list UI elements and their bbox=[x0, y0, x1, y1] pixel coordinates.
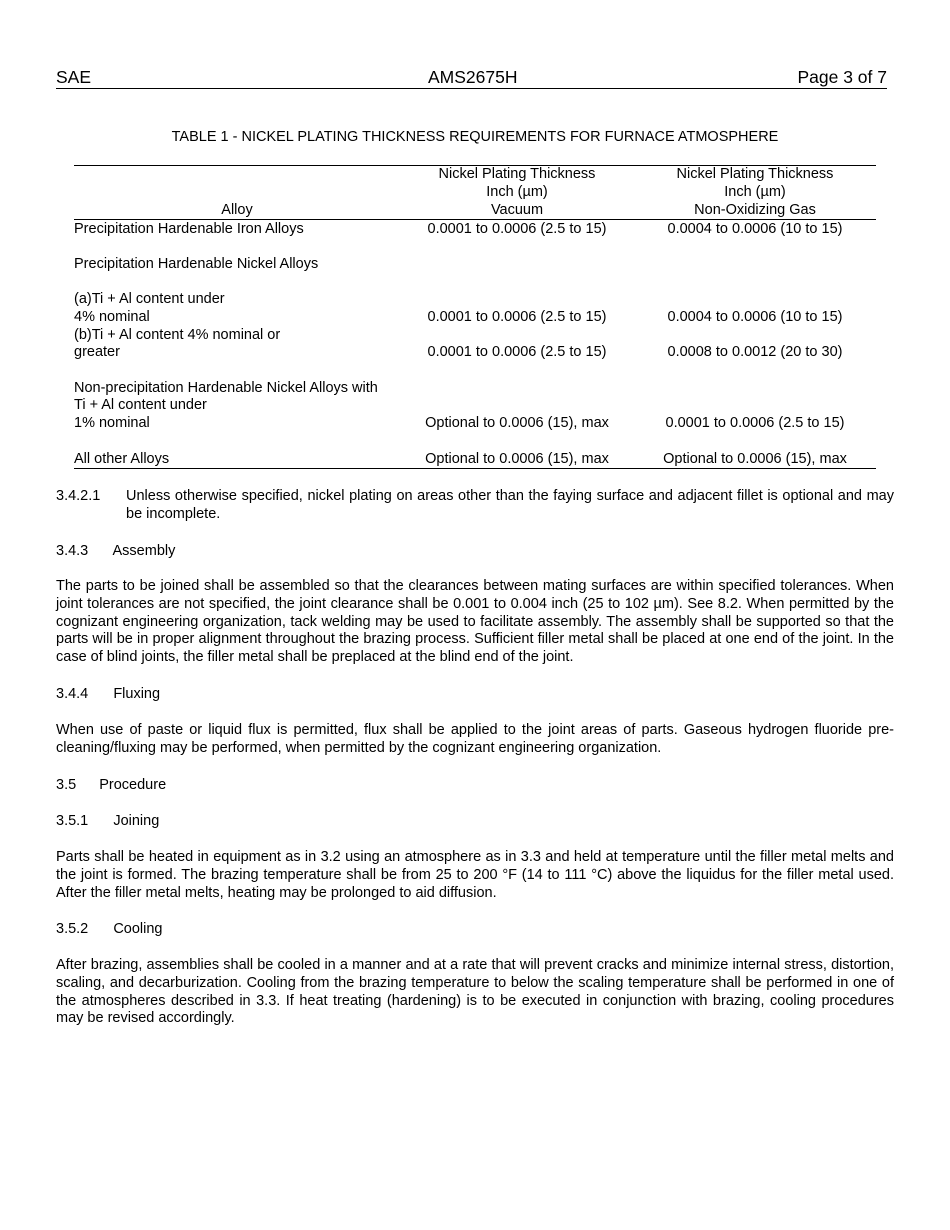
section-heading-3-5-1 bbox=[56, 812, 159, 830]
header-gas-line1: Nickel Plating Thickness bbox=[676, 166, 834, 182]
header-gas-line2: Inch (µm) bbox=[724, 184, 786, 200]
table-cell-alloy: 1% nominal bbox=[74, 415, 150, 431]
table-cell-alloy: (a)Ti + Al content under bbox=[74, 291, 225, 307]
section-heading-3-4-4 bbox=[56, 685, 160, 703]
table-cell-vacuum: Optional to 0.0006 (15), max bbox=[425, 451, 609, 467]
table-cell-gas: 0.0001 to 0.0006 (2.5 to 15) bbox=[665, 415, 845, 431]
table-cell-alloy: Ti + Al content under bbox=[74, 397, 207, 413]
header-gas-line3: Non-Oxidizing Gas bbox=[694, 202, 816, 218]
table-cell-alloy: All other Alloys bbox=[74, 451, 170, 467]
header-vacuum-line2: Inch (µm) bbox=[486, 184, 548, 200]
paragraph-3-4-2-1 bbox=[56, 488, 894, 524]
section-title: Cooling bbox=[113, 921, 163, 937]
paragraph-text: Unless otherwise specified, nickel plating on areas other than the faying surface and adjacent fillet is optional and may be incomplete. bbox=[126, 488, 894, 522]
section-title: Assembly bbox=[112, 543, 176, 559]
table-cell-alloy: greater bbox=[74, 344, 120, 360]
table-cell-gas: 0.0008 to 0.0012 (20 to 30) bbox=[667, 344, 843, 360]
section-heading-3-4-3 bbox=[56, 542, 175, 560]
table-cell-alloy: 4% nominal bbox=[74, 309, 150, 325]
section-heading-3-5 bbox=[56, 776, 166, 794]
table-cell-gas: 0.0004 to 0.0006 (10 to 15) bbox=[667, 309, 843, 325]
header-vacuum-line3: Vacuum bbox=[490, 202, 544, 218]
table-cell-gas: 0.0004 to 0.0006 (10 to 15) bbox=[667, 221, 843, 237]
section-number: 3.5.2 bbox=[56, 921, 89, 937]
table-cell-vacuum: Optional to 0.0006 (15), max bbox=[425, 415, 609, 431]
paragraph-cooling: After brazing, assemblies shall be cooled in a manner and at a rate that will prevent cracks and minimize internal stress, distortion, scaling, and decarburization. Cooling from the brazing temperature to below the scaling temperature shall be performed in one of the atmospheres described in 3.3. If heat treating (hardening) is to be executed in conjunction with brazing, cooling procedures may be revised accordingly. bbox=[56, 957, 894, 1027]
table-cell-vacuum: 0.0001 to 0.0006 (2.5 to 15) bbox=[427, 309, 607, 325]
table-cell-alloy: (b)Ti + Al content 4% nominal or bbox=[74, 327, 281, 343]
paragraph-assembly: The parts to be joined shall be assembled so that the clearances between mating surfaces are within specified tolerances. When joint tolerances are not specified, the joint clearance shall be 0.001 to 0.004 inch (25 to 102 µm). See 8.2. When permitted by the cognizant engineering organization, tack welding may be used to facilitate assembly. The assembly shall be supported so that the parts will be in proper alignment throughout the brazing process. Sufficient filler metal shall be placed at one end of the joint. In the case of blind joints, the filler metal shall be preplaced at the blind end of the joint. bbox=[56, 578, 894, 666]
header-vacuum-line1: Nickel Plating Thickness bbox=[438, 166, 596, 182]
section-number: 3.4.3 bbox=[56, 543, 89, 559]
section-number: 3.4.2.1 bbox=[56, 488, 101, 504]
header-alloy: Alloy bbox=[221, 202, 253, 218]
section-number: 3.5 bbox=[56, 777, 77, 793]
table-cell-vacuum: 0.0001 to 0.0006 (2.5 to 15) bbox=[427, 344, 607, 360]
section-number: 3.5.1 bbox=[56, 813, 89, 829]
table-cell-alloy: Precipitation Hardenable Nickel Alloys bbox=[74, 256, 319, 272]
page-header bbox=[56, 66, 887, 89]
table-cell-vacuum: 0.0001 to 0.0006 (2.5 to 15) bbox=[427, 221, 607, 237]
paragraph-joining: Parts shall be heated in equipment as in 3.2 using an atmosphere as in 3.3 and held at temperature until the filler metal melts and the joint is formed. The brazing temperature shall be from 25 to 200 °F (14 to 111 °C) above the liquidus for the filler metal used. After the filler metal melts, heating may be prolonged to aid diffusion. bbox=[56, 849, 894, 901]
header-page-number: Page 3 of 7 bbox=[797, 67, 887, 87]
section-title: Fluxing bbox=[113, 686, 161, 702]
section-title: Joining bbox=[113, 813, 160, 829]
table-title: TABLE 1 - NICKEL PLATING THICKNESS REQUIREMENTS FOR FURNACE ATMOSPHERE bbox=[171, 129, 779, 145]
table-cell-gas: Optional to 0.0006 (15), max bbox=[663, 451, 847, 467]
section-heading-3-5-2 bbox=[56, 920, 162, 938]
section-number: 3.4.4 bbox=[56, 686, 89, 702]
table-cell-alloy: Precipitation Hardenable Iron Alloys bbox=[74, 221, 304, 237]
header-doc-number: AMS2675H bbox=[428, 67, 518, 87]
table-cell-alloy: Non-precipitation Hardenable Nickel Alloys with bbox=[74, 380, 378, 396]
header-org: SAE bbox=[56, 67, 92, 87]
section-title: Procedure bbox=[99, 777, 167, 793]
paragraph-fluxing: When use of paste or liquid flux is permitted, flux shall be applied to the joint areas of parts. Gaseous hydrogen fluoride pre-cleaning/fluxing may be performed, when permitted by the cognizant engineering organization. bbox=[56, 722, 894, 756]
